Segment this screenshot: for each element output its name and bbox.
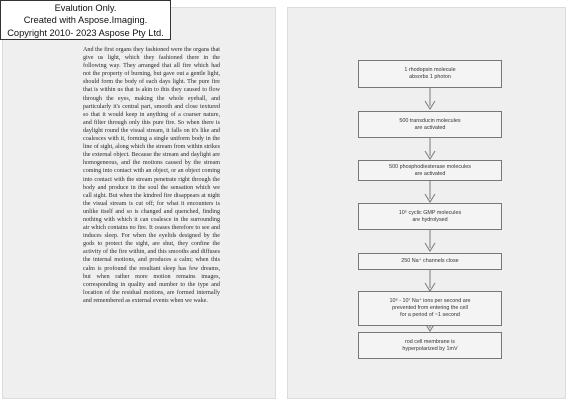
- flow-step-text: are activated: [414, 170, 446, 177]
- flow-step-text: 250 Na⁺ channels close: [401, 258, 459, 265]
- flow-step-text: absorbs 1 photon: [409, 74, 451, 80]
- flow-step-text: 1 rhodopsin molecule: [404, 67, 456, 74]
- essay-text: And the first organs they fashioned were the organs that give us light, which they fashioned there in the following way. They arranged that all fire which had not the property of burning, but gave out a gentle light, should form the body of each days light. The pure fire that is within us that is akin to this they caused to flow through the eyes, making the whole eyeball, and particularly it's central part, smooth and close textured so that it would keep in anything of a coarser nature, and filter through only this pure fire. So when there is daylight round the visual stream, it falls on it's like and coalesces with it, forming a single uniform body in the line of sight, along which the stream from within strikes the external object. Because the stream and daylight are homogeneous, and the motions caused by the stream coming into contact with an object, or an object coming into contact with the stream penetrate right through the body and produce in the soul the sensation which we call sight. But when the kindred fire disappears at night the visual stream is cut off; for what it encounters is unlike itself and so is changed and quenched, finding nothing with which it can coalesce in the surrounding air which contains no fire. It ceases therefore to see and induces sleep. For when the eyelids designed by the gods to protect the sight, are shut, they confine the activity of the fire within, and this smooths and diffuses the internal motions, and produces a calm; when this calm is profound the resultant sleep has few dreams, but when rather more motion remains images, corresponding in quality and number to the type and location of the residual motions, are formed internally and remembered as external events when we wake.: [83, 47, 220, 304]
- watermark-line: Created with Aspose.Imaging.: [23, 15, 148, 26]
- flow-step-text: 500 transducin molecules: [399, 117, 461, 124]
- flow-step-text: are hydrolysed: [412, 216, 448, 223]
- flow-step-text: 500 phosphodiesterase molecules: [389, 163, 471, 170]
- flow-step-text: 10⁵ cyclic GMP molecules: [398, 209, 462, 216]
- evaluation-watermark: [0, 0, 171, 40]
- flow-step-5: [358, 253, 502, 270]
- flow-step-2: [358, 111, 502, 138]
- watermark-line: Evalution Only.: [54, 3, 117, 13]
- arrow-down-icon: [423, 181, 437, 203]
- watermark-line: Copyright 2010- 2023 Aspose Pty Ltd.: [7, 27, 164, 38]
- arrow-down-icon: [423, 88, 437, 110]
- flow-step-4: [358, 203, 502, 230]
- left-page: [3, 8, 275, 398]
- right-page: [288, 8, 565, 398]
- flow-step-text: 10⁶ - 10⁷ Na⁺ ions per second are: [389, 298, 471, 305]
- arrow-down-icon: [423, 138, 437, 160]
- flow-step-text: for a period of ~1 second: [400, 311, 460, 318]
- flow-step-text: prevented from entering the cell: [392, 305, 468, 312]
- flow-step-text: hyperpolarized by 1mV: [402, 345, 458, 352]
- flow-step-text: rod cell membrane is: [404, 338, 456, 345]
- flow-step-3: [358, 160, 502, 181]
- flow-step-7: [358, 332, 502, 359]
- arrow-down-icon: [423, 270, 437, 292]
- flow-step-6: [358, 291, 502, 326]
- flow-step-1: [358, 60, 502, 88]
- arrow-down-icon: [423, 230, 437, 252]
- flow-step-text: are activated: [414, 124, 446, 131]
